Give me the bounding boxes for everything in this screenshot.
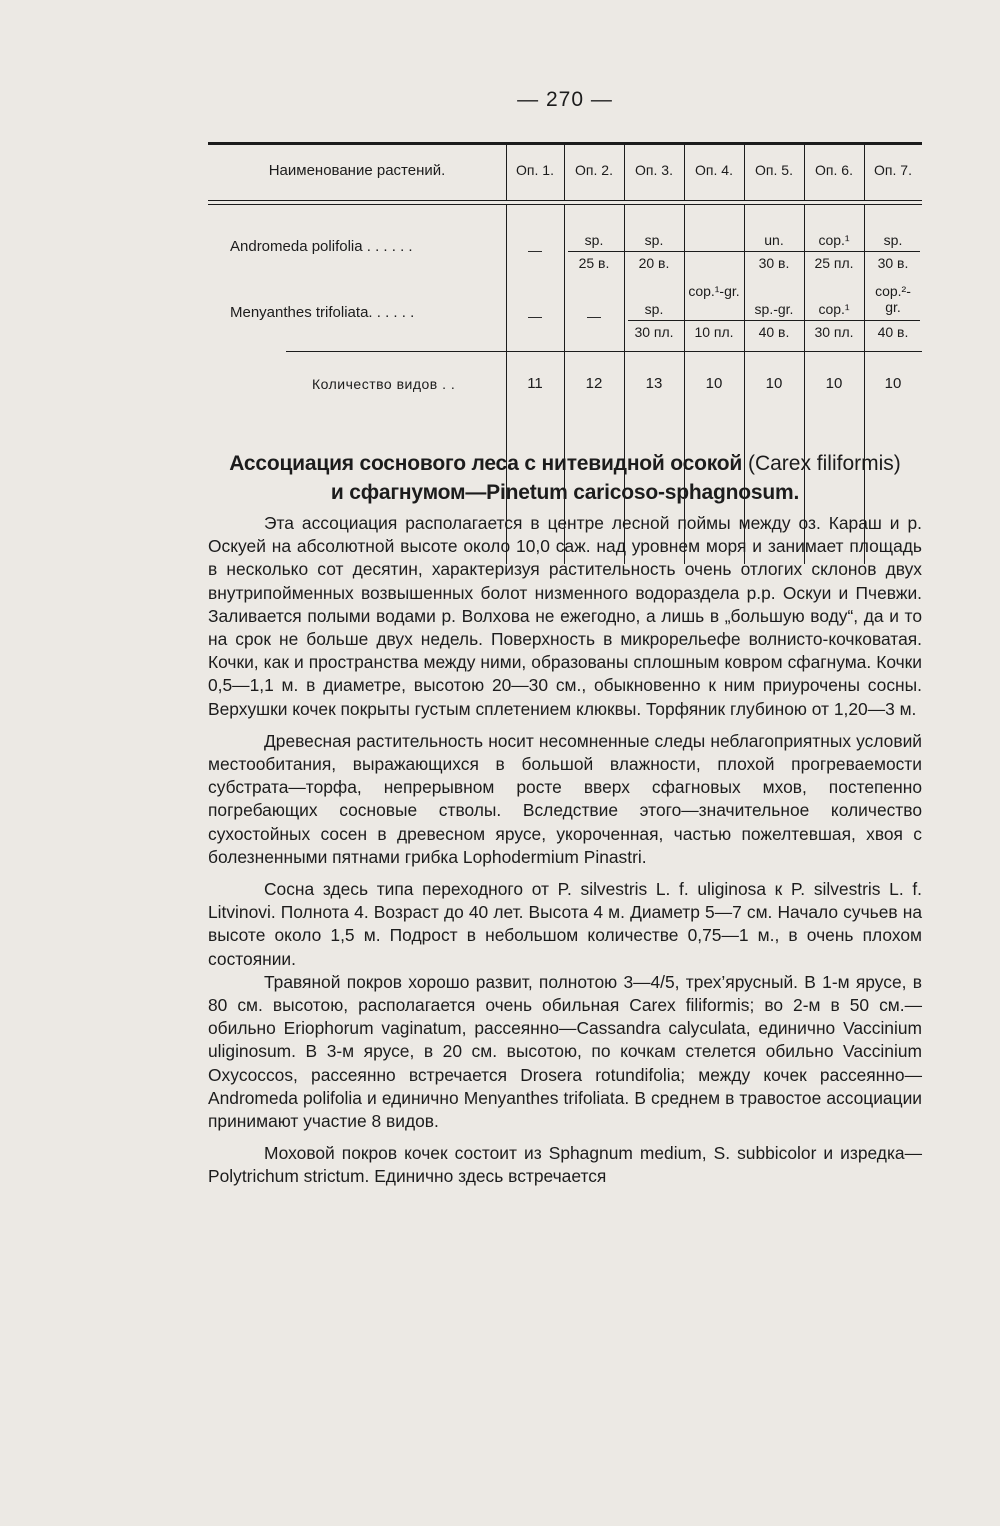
cell: —	[587, 308, 601, 324]
cell: sp.-gr.	[754, 301, 794, 317]
row-subrule	[568, 251, 920, 252]
cell: 30 в.	[877, 255, 909, 271]
row-name-andromeda: Andromeda polifolia . . . . . .	[230, 238, 413, 255]
heading-bold-1: Ассоциация соснового леса с нитевидной осокой	[229, 452, 743, 475]
header-rule-double	[208, 204, 922, 205]
row-subrule	[286, 351, 922, 352]
heading-bold-2: и сфагнумом—Pinetum caricoso-sphagnosum.	[330, 481, 800, 504]
header-rule	[208, 200, 922, 201]
cell: 11	[527, 375, 543, 392]
cell: 10	[705, 375, 723, 392]
cell: 10	[884, 375, 902, 392]
header-col-2: Оп. 2.	[575, 162, 613, 178]
paragraph: Эта ассоциация располагается в центре лесной поймы между оз. Караш и р. Оскуей на абсолютной высоте около 10,0 саж. над уровнем моря и занимает площадь в несколько сот десятин, характеризуя растительность очень отлогих склонов двух внутрипойменных возвышенных болот низменного водораздела р.р. Оскуи и Пчевжи. Заливается полыми водами р. Волхова не ежегодно, а лишь в „большую воду“, да и то на срок не больше двух недель. Поверхность в микрорельефе волнисто-кочковатая. Кочки, как и пространства между ними, образованы сплошным ковром сфагнума. Кочки 0,5—1,1 м. в диаметре, высотою 20—30 см., обыкновенно к ним приурочены сосны. Верхушки кочек покрыты густым сплетением клюквы. Торфяник глубиною от 1,20—3 м.	[208, 513, 922, 719]
cell: cop.¹-gr.	[688, 283, 740, 299]
cell: cop.²-gr.	[875, 283, 911, 315]
cell: cop.¹	[818, 232, 850, 248]
header-col-3: Оп. 3.	[635, 162, 673, 178]
cell: 25 пл.	[814, 255, 854, 271]
cell: sp.	[644, 232, 664, 248]
page-number: — 270 —	[517, 88, 613, 111]
body-text	[208, 512, 922, 1198]
header-name-col: Наименование растений.	[268, 162, 446, 179]
row-name-menyanthes: Menyanthes trifoliata. . . . . .	[230, 304, 415, 321]
header-col-7: Оп. 7.	[874, 162, 912, 178]
paragraph: Травяной покров хорошо развит, полнотою 3—4/5, трех’ярусный. В 1-м ярусе, в 80 см. высотою, располагается очень обильная Carex filiformis; во 2-м в 50 см.—обильно Eriophorum vaginatum, рассеянно—Cassandra calyculata, единично Vaccinium uliginosum. В 3-м ярусе, в 20 см. высотою, по кочкам стелется обильно Vaccinium Oxycoccos, рассеянно встречается Drosera rotundifolia; между кочек рассеянно—Andromeda polifolia и единично Menyanthes trifoliata. В среднем в травостое ассоциации принимают участие 8 видов.	[208, 971, 922, 1132]
section-heading	[208, 449, 922, 507]
paragraph: Древесная растительность носит несомненные следы неблагоприятных условий местообитания, выражающихся в большой влажности, плохой прогреваемости субстрата—торфа, непрерывном росте вверх сфагновых мхов, постепенно погребающих сосновые стволы. Вследствие этого—значительное количество сухостойных сосен в древесном ярусе, укороченная, частью пожелтевшая, хвоя с болезненными пятнами грибка Lophodermium Pinastri.	[208, 730, 922, 867]
cell: 12	[585, 375, 603, 392]
heading-plain: (Carex filiformis)	[747, 452, 901, 475]
cell: 10 пл.	[694, 324, 734, 340]
cell: 13	[645, 375, 663, 392]
cell: 20 в.	[638, 255, 670, 271]
header-col-1: Оп. 1.	[516, 162, 554, 178]
row-subrule	[628, 320, 920, 321]
cell: sp.	[644, 301, 664, 317]
cell: —	[528, 242, 542, 258]
total-label: Количество видов . .	[312, 376, 456, 392]
cell: 30 пл.	[634, 324, 674, 340]
cell: sp.	[883, 232, 903, 248]
cell: 30 пл.	[814, 324, 854, 340]
paragraph: Сосна здесь типа переходного от P. silvestris L. f. uliginosa к P. silvestris L. f. Litvinovi. Полнота 4. Возраст до 40 лет. Высота 4 м. Диаметр 5—7 см. Начало сучьев на высоте около 1,5 м. Подрост в небольшом количестве 0,75—1 м., в очень плохом состоянии.	[208, 879, 922, 969]
table-top-rule	[208, 142, 922, 145]
cell: 25 в.	[578, 255, 610, 271]
cell: 30 в.	[758, 255, 790, 271]
cell: —	[528, 308, 542, 324]
cell: —	[707, 242, 721, 258]
paragraph: Моховой покров кочек состоит из Sphagnum medium, S. subbicolor и изредка—Polytrichum strictum. Единично здесь встречается	[208, 1143, 922, 1187]
cell: sp.	[584, 232, 604, 248]
cell: cop.¹	[818, 301, 850, 317]
cell: 40 в.	[758, 324, 790, 340]
header-col-6: Оп. 6.	[815, 162, 853, 178]
cell: un.	[764, 232, 784, 248]
cell: 10	[765, 375, 783, 392]
header-col-5: Оп. 5.	[755, 162, 793, 178]
cell: 40 в.	[877, 324, 909, 340]
header-col-4: Оп. 4.	[695, 162, 733, 178]
cell: 10	[825, 375, 843, 392]
